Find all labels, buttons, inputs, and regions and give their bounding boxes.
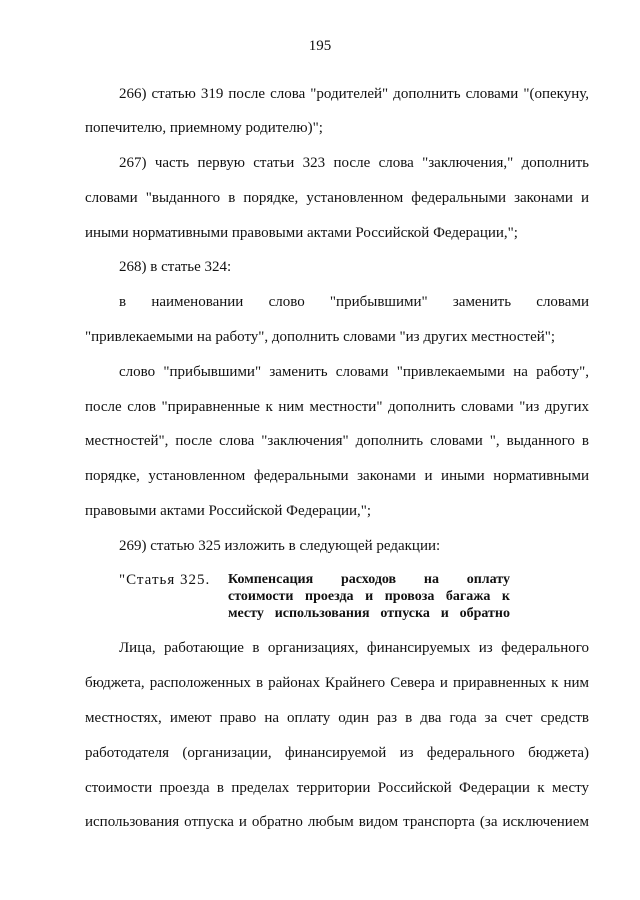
paragraph-268-a-line-1: в наименовании слово "прибывшими" заменить словами	[119, 294, 589, 310]
article-body-line-3: местностях, имеют право на оплату один раз в два года за счет средств	[85, 710, 589, 726]
page-number: 195	[308, 38, 332, 54]
article-heading-line-2: стоимости проезда и провоза багажа к	[228, 589, 510, 604]
article-heading-line-3: месту использования отпуска и обратно	[228, 606, 510, 621]
paragraph-267-line-3: иными нормативными правовыми актами Российской Федерации,";	[85, 225, 518, 241]
article-body-line-4: работодателя (организации, финансируемой из федерального бюджета)	[85, 745, 589, 761]
paragraph-267-line-1: 267) часть первую статьи 323 после слова "заключения," дополнить	[119, 155, 589, 171]
paragraph-266-line-1: 266) статью 319 после слова "родителей" дополнить словами "(опекуну,	[119, 86, 589, 102]
article-heading-line-1: Компенсация расходов на оплату	[228, 572, 510, 587]
paragraph-268-line-1: 268) в статье 324:	[119, 259, 232, 275]
paragraph-268-a-line-2: "привлекаемыми на работу", дополнить словами "из других местностей";	[85, 329, 556, 345]
paragraph-268-b-line-1: слово "прибывшими" заменить словами "привлекаемыми на работу",	[119, 364, 589, 380]
article-body-line-1: Лица, работающие в организациях, финансируемых из федерального	[119, 640, 589, 656]
paragraph-268-b-line-5: правовыми актами Российской Федерации,";	[85, 503, 372, 519]
article-body-line-2: бюджета, расположенных в районах Крайнего Севера и приравненных к ним	[85, 675, 589, 691]
article-body-line-5: стоимости проезда в пределах территории Российской Федерации к месту	[85, 780, 589, 796]
paragraph-268-b-line-3: местностей", после слова "заключения" дополнить словами ", выданного в	[85, 433, 589, 449]
paragraph-268-b-line-2: после слов "приравненные к ним местности" дополнить словами "из других	[85, 399, 589, 415]
paragraph-266-line-2: попечителю, приемному родителю)";	[85, 120, 323, 136]
article-body-line-6: использования отпуска и обратно любым видом транспорта (за исключением	[85, 814, 589, 830]
paragraph-269-line-1: 269) статью 325 изложить в следующей редакции:	[119, 538, 441, 554]
article-heading-prefix: "Статья 325.	[119, 572, 211, 588]
paragraph-268-b-line-4: порядке, установленном федеральными законами и иными нормативными	[85, 468, 589, 484]
paragraph-267-line-2: словами "выданного в порядке, установленном федеральными законами и	[85, 190, 589, 206]
